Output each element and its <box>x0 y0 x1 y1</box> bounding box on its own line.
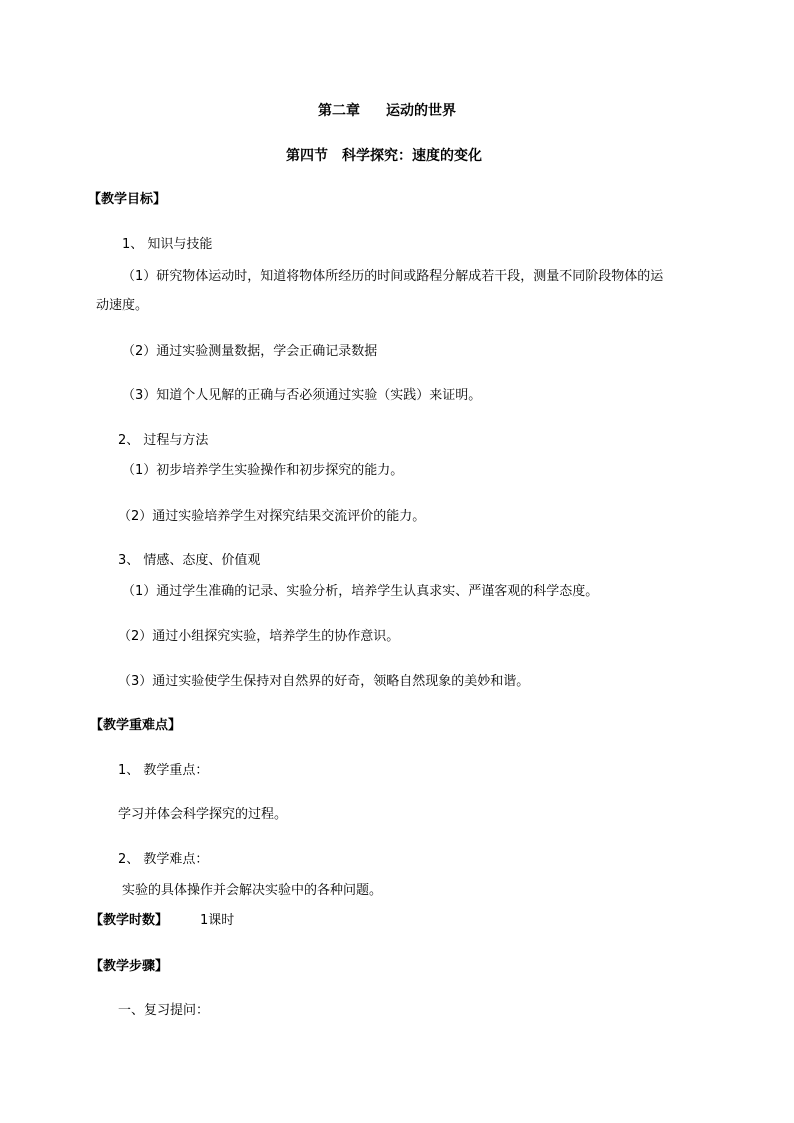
teaching-step-1: 一、复习提问： <box>118 1003 210 1018</box>
objective-3-1: （1）通过学生准确的记录、实验分析，培养学生认真求实、严谨客观的科学态度。 <box>122 584 599 599</box>
objective-3-3: （3）通过实验使学生保持对自然界的好奇，领略自然现象的美妙和谐。 <box>118 674 530 689</box>
objective-2-1: （1）初步培养学生实验操作和初步探究的能力。 <box>122 463 404 478</box>
section-title: 第四节 科学探究：速度的变化 <box>286 148 482 164</box>
teaching-hours <box>90 913 234 929</box>
key-point-text: 学习并体会科学探究的过程。 <box>118 807 288 822</box>
process-methods-title: 2、 过程与方法 <box>118 433 209 448</box>
teaching-hours-heading: 【教学时数】 <box>90 913 169 928</box>
chapter-name: 运动的世界 <box>386 103 456 119</box>
objective-2-2: （2）通过实验培养学生对探究结果交流评价的能力。 <box>118 509 426 524</box>
teaching-steps-heading: 【教学步骤】 <box>90 959 169 974</box>
difficult-point-text: 实验的具体操作并会解决实验中的各种问题。 <box>122 883 383 898</box>
objective-3-2: （2）通过小组探究实验，培养学生的协作意识。 <box>118 629 400 644</box>
objective-1-1-line1: （1）研究物体运动时，知道将物体所经历的时间或路程分解成若干段，测量不同阶段物体的运 <box>122 269 664 284</box>
chapter-title <box>318 103 456 119</box>
knowledge-skills-title: 1、 知识与技能 <box>122 237 213 252</box>
objective-1-1-line2: 动速度。 <box>96 298 149 313</box>
objectives-heading: 【教学目标】 <box>88 192 167 207</box>
teaching-hours-value: 1课时 <box>200 913 235 928</box>
objective-1-3: （3）知道个人见解的正确与否必须通过实验（实践）来证明。 <box>122 388 482 403</box>
key-point-title: 1、 教学重点： <box>118 763 209 778</box>
objective-1-2: （2）通过实验测量数据，学会正确记录数据 <box>122 344 378 359</box>
key-points-heading: 【教学重难点】 <box>90 718 182 733</box>
difficult-point-title: 2、 教学难点： <box>118 852 209 867</box>
attitude-values-title: 3、 情感、态度、价值观 <box>118 553 261 568</box>
chapter-label: 第二章 <box>318 103 360 119</box>
